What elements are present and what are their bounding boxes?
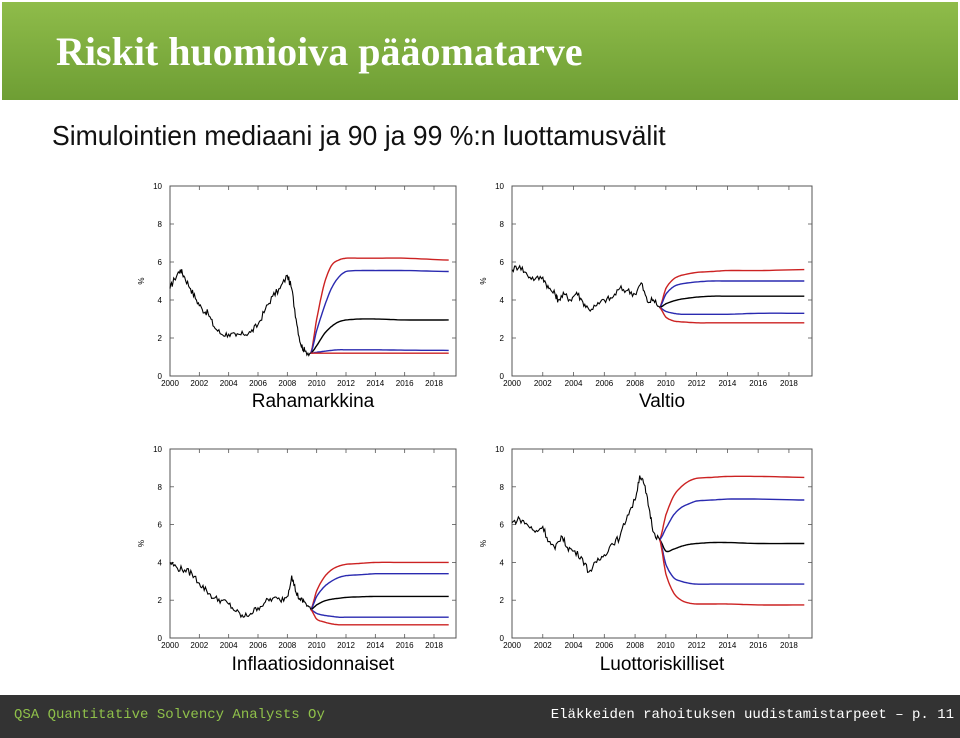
- y-tick-label: 10: [153, 445, 162, 454]
- slide-title: Riskit huomioiva pääomatarve: [56, 29, 583, 74]
- x-tick-label: 2012: [687, 379, 706, 388]
- y-tick-label: 2: [499, 596, 504, 606]
- y-tick-label: 6: [499, 258, 504, 267]
- x-tick-label: 2018: [780, 379, 798, 388]
- y-tick-label: 2: [157, 596, 162, 606]
- x-tick-label: 2012: [687, 641, 706, 650]
- x-tick-label: 2000: [503, 641, 521, 650]
- y-tick-label: 8: [499, 220, 504, 229]
- chart-title: Rahamarkkina: [251, 391, 375, 412]
- y-tick-label: 8: [157, 482, 162, 492]
- y-axis-label: %: [479, 277, 488, 285]
- y-tick-label: 10: [495, 445, 504, 454]
- x-tick-label: 2006: [249, 641, 267, 650]
- footer-company: QSA Quantitative Solvency Analysts Oy: [14, 707, 325, 723]
- x-tick-label: 2006: [595, 379, 614, 388]
- x-tick-label: 2004: [219, 641, 238, 650]
- x-tick-label: 2006: [595, 641, 614, 650]
- x-tick-label: 2016: [749, 379, 768, 388]
- chart-title: Luottoriskilliset: [599, 654, 725, 675]
- x-tick-label: 2008: [278, 379, 297, 388]
- x-tick-label: 2014: [366, 641, 385, 650]
- x-tick-label: 2006: [249, 379, 267, 388]
- chart-panel-1: [137, 182, 456, 412]
- x-tick-label: 2012: [337, 641, 355, 650]
- x-tick-label: 2008: [626, 379, 644, 388]
- y-tick-label: 4: [499, 558, 504, 568]
- x-tick-label: 2008: [278, 641, 297, 650]
- x-tick-label: 2002: [190, 641, 209, 650]
- x-tick-label: 2002: [533, 641, 552, 650]
- x-tick-label: 2002: [533, 379, 552, 388]
- y-tick-label: 0: [499, 372, 504, 381]
- x-tick-label: 2012: [337, 379, 355, 388]
- y-tick-label: 6: [157, 520, 162, 530]
- chart-panel-2: [479, 182, 812, 412]
- y-axis-label: %: [137, 277, 146, 285]
- x-tick-label: 2000: [161, 641, 179, 650]
- x-tick-label: 2014: [366, 379, 385, 388]
- y-axis-label: %: [137, 539, 146, 548]
- x-tick-label: 2004: [564, 641, 583, 650]
- x-tick-label: 2010: [656, 379, 675, 388]
- y-tick-label: 4: [157, 558, 162, 568]
- x-tick-label: 2014: [718, 379, 737, 388]
- y-tick-label: 0: [157, 634, 162, 643]
- x-tick-label: 2000: [503, 379, 521, 388]
- chart-title: Inflaatiosidonnaiset: [231, 654, 395, 675]
- slide-subtitle: Simulointien mediaani ja 90 ja 99 %:n luottamusvälit: [52, 120, 666, 151]
- x-tick-label: 2016: [395, 641, 414, 650]
- x-tick-label: 2018: [780, 641, 798, 650]
- x-tick-label: 2002: [190, 379, 209, 388]
- y-axis-label: %: [479, 539, 488, 548]
- x-tick-label: 2016: [395, 379, 414, 388]
- x-tick-label: 2004: [219, 379, 238, 388]
- y-tick-label: 6: [499, 520, 504, 530]
- footer-page-info: Eläkkeiden rahoituksen uudistamistarpeet – p. 11: [550, 707, 954, 723]
- x-tick-label: 2016: [749, 641, 768, 650]
- y-tick-label: 10: [153, 182, 162, 191]
- y-tick-label: 6: [157, 258, 162, 267]
- x-tick-label: 2000: [161, 379, 179, 388]
- x-tick-label: 2010: [307, 641, 326, 650]
- chart-panel-4: [479, 445, 812, 675]
- footer-bar: [0, 695, 960, 738]
- chart-title: Valtio: [638, 391, 686, 412]
- x-tick-label: 2010: [307, 379, 326, 388]
- y-tick-label: 2: [499, 334, 504, 343]
- y-tick-label: 8: [157, 220, 162, 229]
- y-tick-label: 10: [495, 182, 504, 191]
- plot-frame: [170, 449, 456, 638]
- x-tick-label: 2008: [626, 641, 644, 650]
- y-tick-label: 0: [499, 634, 504, 643]
- x-tick-label: 2010: [656, 641, 675, 650]
- x-tick-label: 2018: [425, 641, 443, 650]
- chart-panel-3: [137, 445, 456, 675]
- y-tick-label: 0: [157, 372, 162, 381]
- x-tick-label: 2018: [425, 379, 443, 388]
- x-tick-label: 2014: [718, 641, 737, 650]
- y-tick-label: 2: [157, 334, 162, 343]
- x-tick-label: 2004: [564, 379, 583, 388]
- y-tick-label: 4: [499, 296, 504, 305]
- y-tick-label: 8: [499, 482, 504, 492]
- y-tick-label: 4: [157, 296, 162, 305]
